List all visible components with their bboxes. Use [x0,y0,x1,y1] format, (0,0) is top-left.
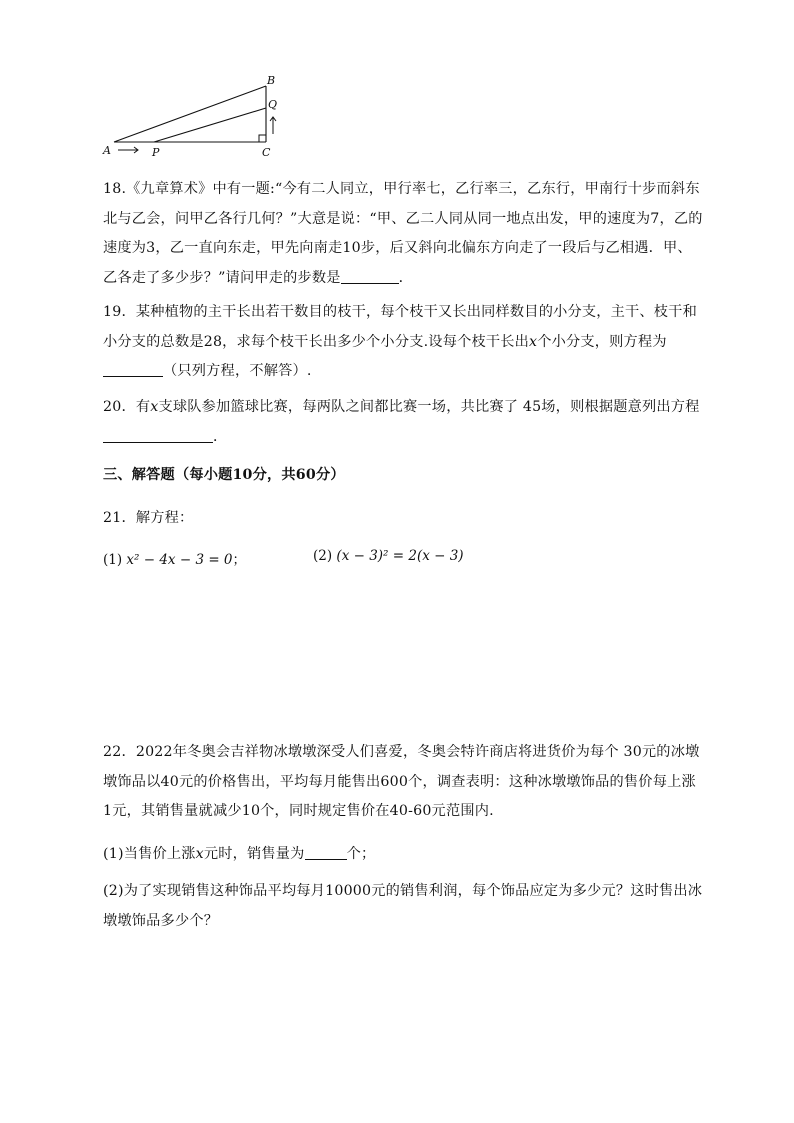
question-22-part-1-text-b: 元时，销售量为 [203,846,305,862]
label-p: P [152,146,160,159]
question-19-text-a: 19．某种植物的主干长出若干数目的枝干，每个枝干又长出同样数目的小分支，主干、枝干和小分支的总数是28，求每个枝干长出多少个小分支.设每个枝干长出 [103,304,697,350]
answer-blank-19[interactable] [103,362,163,377]
question-21-title: 21．解方程： [103,510,194,526]
label-q: Q [268,98,278,111]
question-18-text: 18.《九章算术》中有一题:“今有二人同立，甲行率七，乙行率三，乙东行，甲南行十步而斜东北与乙会，问甲乙各行几何？”大意是说：“甲、乙二人同从同一地点出发，甲的速度为7，乙的速度为3，乙一直向东走，甲先向南走10步，后又斜向北偏东方向走了一段后与乙相遇．甲、乙各走了多少步？”请问甲走的步数是 [103,181,703,286]
label-a: A [103,144,111,157]
equation-1 [103,548,246,568]
triangle-figure [98,72,288,164]
triangle-diagram [98,72,288,164]
equations-row [103,548,703,578]
label-c: C [262,146,271,159]
variable-x: x [529,333,538,350]
equation-1-label: (1) [103,552,123,568]
question-22-part-1-text-c: 个； [346,846,376,862]
section-heading: 三、解答题（每小题10分，共60分） [103,467,345,483]
label-b: B [267,74,276,87]
equation-2-label: (2) [313,548,333,564]
equation-2-expression: (x − 3)² = 2(x − 3) [336,548,464,564]
question-20-text-b: 支球队参加篮球比赛，每两队之间都比赛一场，共比赛了 45场，则根据题意列出方程 [158,399,700,415]
question-22-part-1 [103,840,703,870]
question-19-text-b: 个小分支，则方程为 [537,333,667,350]
question-19 [103,298,703,387]
question-20-text-a: 20．有 [103,399,151,415]
equation-2 [313,548,464,564]
question-20 [103,393,703,452]
segment-ab [114,86,266,142]
question-18 [103,175,703,293]
question-22-part-1-text-a: (1)当售价上涨 [103,846,196,862]
answer-blank-20[interactable] [103,428,213,443]
question-19-text-c: （只列方程，不解答）. [163,363,312,379]
equation-1-expression: x² − 4x − 3 = 0 [126,552,233,568]
question-20-end: ． [213,428,228,445]
question-22-part-2: (2)为了实现销售这种饰品平均每月10000元的销售利润，每个饰品应定为多少元？这时售出冰墩墩饰品多少个？ [103,883,703,929]
answer-blank-22-1[interactable] [305,845,347,860]
segment-pq [154,108,266,142]
arrow-up-icon [270,117,276,134]
variable-x: x [150,399,159,415]
variable-x: x [195,846,204,862]
question-18-end: ． [398,269,414,286]
equation-1-end: ； [232,552,247,568]
right-angle-mark [259,135,266,142]
question-22: 22．2022年冬奥会吉祥物冰墩墩深受人们喜爱，冬奥会特许商店将进货价为每个 30元的冰墩墩饰品以40元的价格售出，平均每月能售出600个，调查表明：这种冰墩墩饰品的售价每上涨 1元，其销售量就减少10个，同时规定售价在40-60元范围内. [103,744,700,819]
arrow-right-icon [118,147,138,153]
answer-blank-18[interactable] [341,269,399,284]
